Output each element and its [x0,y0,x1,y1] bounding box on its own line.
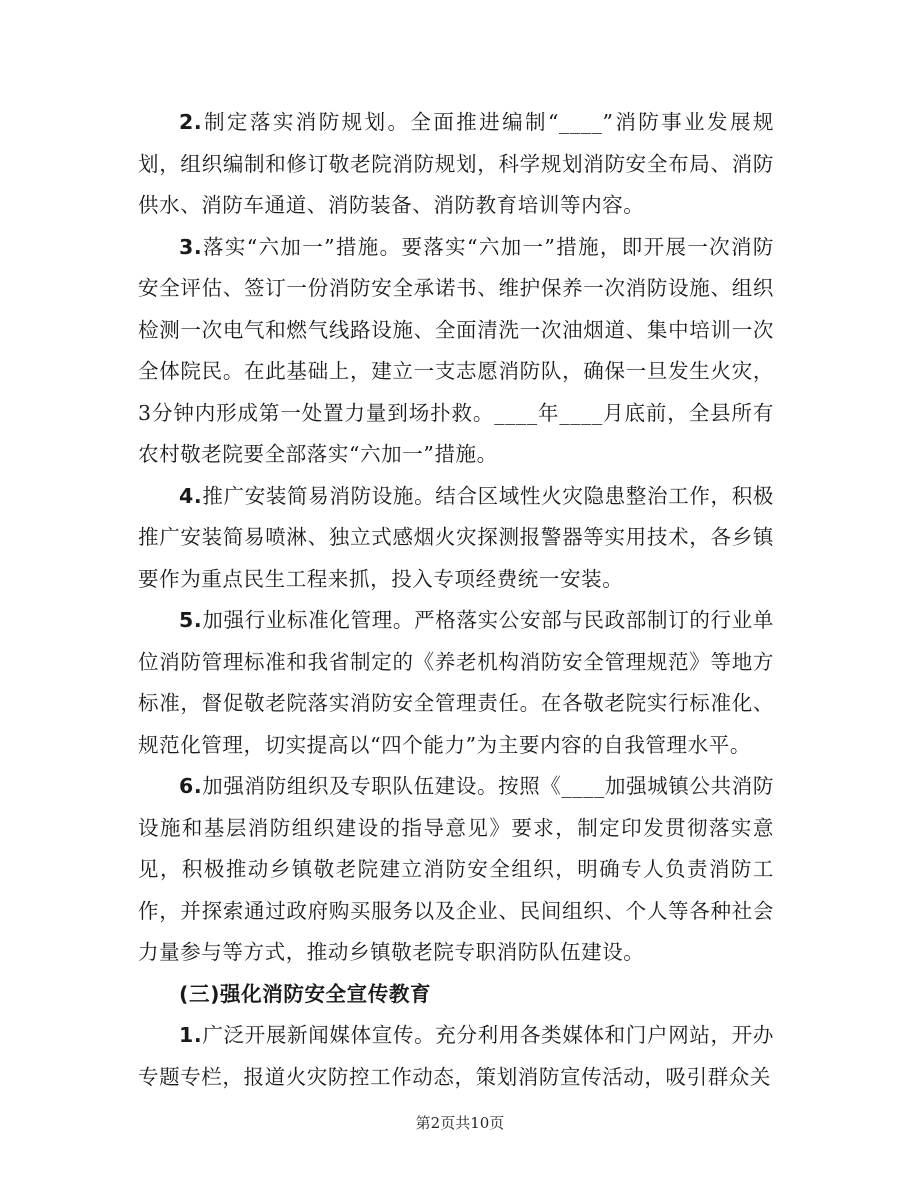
paragraph-4 [138,476,774,601]
paragraph-text: 广泛开展新闻媒体宣传。充分利用各类媒体和门户网站，开办专题专栏，报道火灾防控工作动态，策划消防宣传活动，吸引群众关 [138,1023,774,1089]
paragraph-text: 加强消防组织及专职队伍建设。按照《____加强城镇公共消防设施和基层消防组织建设的指导意见》要求，制定印发贯彻落实意见，积极推动乡镇敬老院建立消防安全组织，明确专人负责消防工作，并探索通过政府购买服务以及企业、民间组织、个人等各种社会力量参与等方式，推动乡镇敬老院专职消防队伍建设。 [138,774,774,964]
paragraph-number: 2. [179,110,203,134]
paragraph-number: 3. [179,234,203,259]
page-footer: 第2页共10页 [415,1114,505,1132]
paragraph-5 [138,600,774,766]
paragraph-section3-1 [138,1015,774,1098]
paragraph-text: 推广安装简易消防设施。结合区域性火灾隐患整治工作，积极推广安装简易喷淋、独立式感烟火灾探测报警器等实用技术，各乡镇要作为重点民生工程来抓，投入专项经费统一安装。 [138,483,774,591]
paragraph-number: 1. [179,1023,203,1047]
paragraph-3 [138,227,774,476]
paragraph-6 [138,766,774,974]
paragraph-2 [138,102,774,227]
paragraph-text: 加强行业标准化管理。严格落实公安部与民政部制订的行业单位消防管理标准和我省制定的《养老机构消防安全管理规范》等地方标准，督促敬老院落实消防安全管理责任。在各敬老院实行标准化、规范化管理，切实提高以“四个能力”为主要内容的自我管理水平。 [138,608,774,757]
paragraph-text: 制定落实消防规划。全面推进编制“____”消防事业发展规划，组织编制和修订敬老院消防规划，科学规划消防安全布局、消防供水、消防车通道、消防装备、消防教育培训等内容。 [138,110,774,217]
paragraph-text: 落实“六加一”措施。要落实“六加一”措施，即开展一次消防安全评估、签订一份消防安全承诺书、维护保养一次消防设施、组织检测一次电气和燃气线路设施、全面清洗一次油烟道、集中培训一次全体院民。在此基础上，建立一支志愿消防队，确保一旦发生火灾，3分钟内形成第一处置力量到场扑救。____年____月底前，全县所有农村敬老院要全部落实“六加一”措施。 [138,234,774,466]
document-body [138,102,774,1098]
paragraph-number: 4. [179,483,203,508]
paragraph-number: 5. [179,608,203,632]
paragraph-number: 6. [179,774,203,798]
section-heading: (三)强化消防安全宣传教育 [179,981,432,1006]
